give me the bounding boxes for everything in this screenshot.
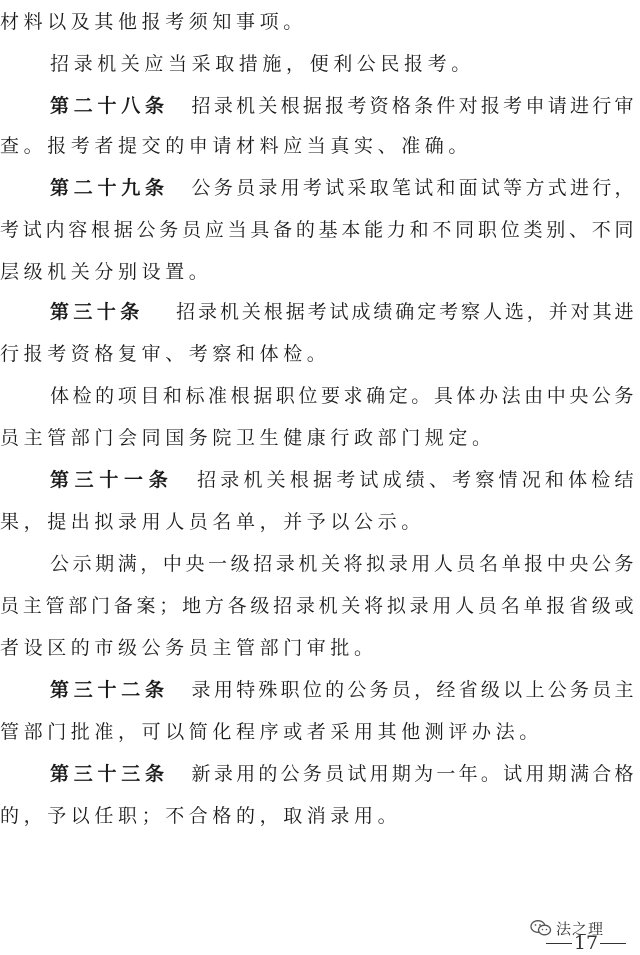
article-number: 第三十三条	[50, 763, 169, 785]
article-line	[50, 754, 634, 794]
text-line	[0, 796, 640, 836]
line-text: 管部门批准，可以简化程序或者采用其他测评办法。	[0, 721, 543, 743]
text-line	[0, 712, 640, 752]
line-text: 新录用的公务员试用期为一年。试用期满合格	[188, 763, 634, 785]
line-text: 招录机关根据报考资格条件对报考申请进行审	[188, 95, 634, 117]
dash-left	[546, 943, 572, 944]
line-text: 的，予以任职；不合格的，取消录用。	[0, 805, 402, 827]
line-text: 考试内容根据公务员应当具备的基本能力和不同职位类别、不同	[0, 219, 634, 241]
article-number: 第三十条	[50, 301, 144, 323]
line-text: 公示期满，中央一级招录机关将拟录用人员名单报中央公务	[50, 553, 634, 575]
text-line	[50, 376, 634, 416]
page-number	[536, 932, 636, 954]
line-text: 查。报考者提交的申请材料应当真实、准确。	[0, 135, 473, 157]
line-text: 层级机关分别设置。	[0, 261, 213, 283]
text-line	[0, 502, 640, 542]
brand-name: 法之理	[556, 919, 605, 938]
line-text: 公务员录用考试采取笔试和面试等方式进行，	[188, 177, 634, 199]
text-line	[0, 628, 640, 668]
line-text: 行报考资格复审、考察和体检。	[0, 343, 331, 365]
text-line	[0, 586, 634, 626]
text-line	[0, 418, 640, 458]
dash-right	[600, 943, 626, 944]
line-text: 果，提出拟录用人员名单，并予以公示。	[0, 511, 425, 533]
article-line	[50, 292, 634, 332]
article-line	[50, 670, 634, 710]
page-number-value: 17	[573, 932, 599, 954]
line-text: 者设区的市级公务员主管部门审批。	[0, 637, 378, 659]
text-line	[50, 44, 610, 84]
line-text: 材料以及其他报考须知事项。	[0, 11, 307, 33]
line-text: 员主管部门备案；地方各级招录机关将拟录用人员名单报省级或	[0, 595, 634, 617]
line-text: 录用特殊职位的公务员，经省级以上公务员主	[188, 679, 634, 701]
article-number: 第三十二条	[50, 679, 169, 701]
article-number: 第三十一条	[50, 469, 174, 491]
line-text: 体检的项目和标准根据职位要求确定。具体办法由中央公务	[50, 385, 634, 407]
article-line	[50, 460, 634, 500]
article-number: 第二十九条	[50, 177, 169, 199]
text-line	[0, 252, 640, 292]
text-line	[50, 544, 634, 584]
line-text: 招录机关应当采取措施，便利公民报考。	[50, 53, 475, 75]
article-line	[50, 168, 634, 208]
text-line	[0, 2, 640, 42]
line-text: 招录机关根据考试成绩、考察情况和体检结	[193, 469, 634, 491]
text-line	[0, 334, 640, 374]
line-text: 员主管部门会同国务院卫生健康行政部门规定。	[0, 427, 496, 449]
text-line	[0, 126, 640, 166]
article-line	[50, 86, 634, 126]
line-text: 招录机关根据考试成绩确定考察人选，并对其进	[173, 301, 634, 323]
text-line	[0, 210, 634, 250]
article-number: 第二十八条	[50, 95, 169, 117]
